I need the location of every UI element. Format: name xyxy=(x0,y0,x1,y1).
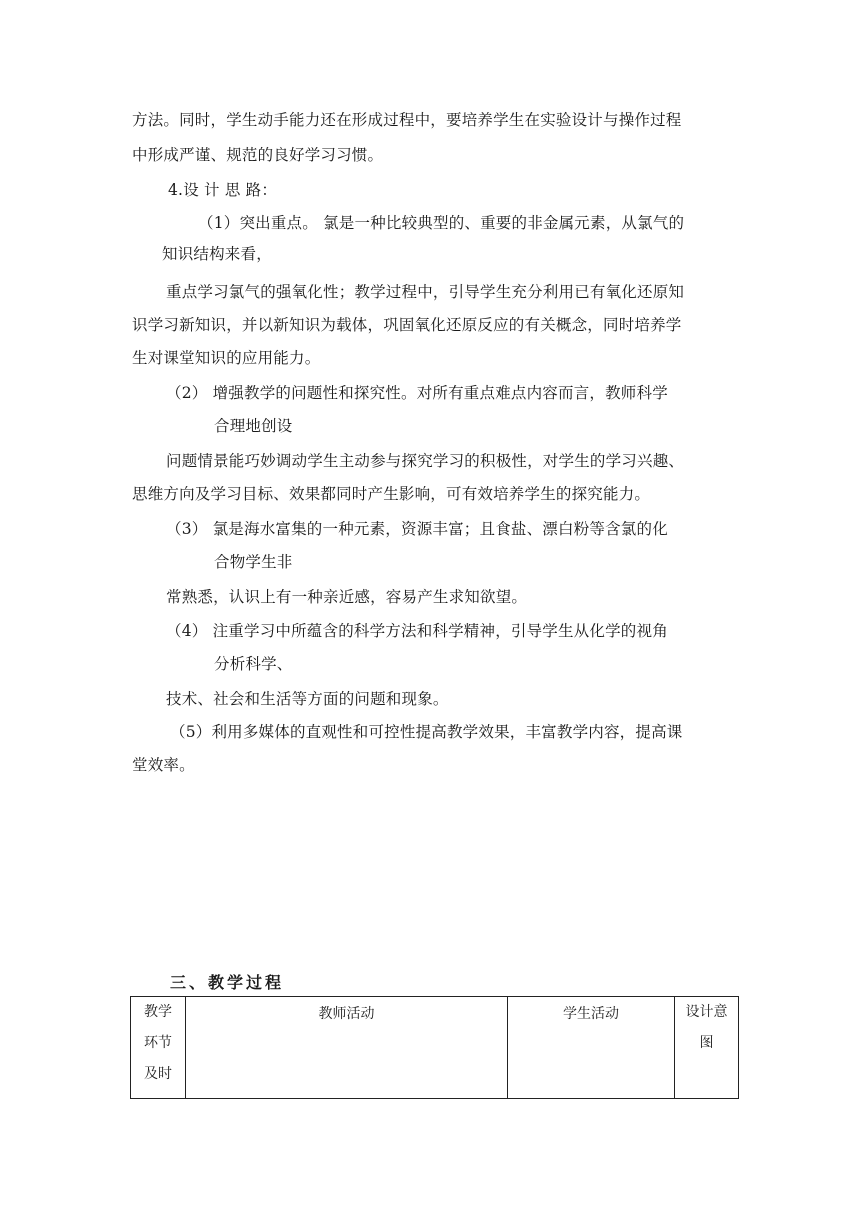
table-cell-text: 教学 xyxy=(144,1004,172,1020)
paragraph-line: （1）突出重点。 氯是一种比较典型的、重要的非金属元素，从氯气的 xyxy=(198,214,685,232)
table-cell-text: 环节 xyxy=(144,1035,172,1051)
table-cell-text: 及时 xyxy=(144,1066,172,1082)
table-cell-stage xyxy=(131,997,186,1099)
paragraph-line: 思维方向及学习目标、效果都同时产生影响，可有效培养学生的探究能力。 xyxy=(132,485,651,503)
paragraph-line: 识学习新知识，并以新知识为载体，巩固氧化还原反应的有关概念，同时培养学 xyxy=(132,316,682,334)
table-header-student-activity: 学生活动 xyxy=(508,997,675,1099)
paragraph-line: 堂效率。 xyxy=(132,756,195,774)
paragraph-line: （3） 氯是海水富集的一种元素，资源丰富；且食盐、漂白粉等含氯的化 xyxy=(166,520,668,538)
paragraph-line: 技术、社会和生活等方面的问题和现象。 xyxy=(166,690,449,708)
table-cell-text: 设计意 xyxy=(685,1004,728,1020)
paragraph-line: （2） 增强教学的问题性和探究性。对所有重点难点内容而言，教师科学 xyxy=(166,384,668,402)
paragraph-line: 方法。同时，学生动手能力还在形成过程中，要培养学生在实验设计与操作过程 xyxy=(132,111,682,129)
paragraph-line: （5）利用多媒体的直观性和可控性提高教学效果，丰富教学内容，提高课 xyxy=(170,723,683,741)
section-heading-design-approach: 4.设 计 思 路： xyxy=(168,181,278,199)
paragraph-line: 分析科学、 xyxy=(214,655,293,673)
paragraph-line: 常熟悉，认识上有一种亲近感，容易产生求知欲望。 xyxy=(166,588,528,606)
paragraph-line: 合理地创设 xyxy=(214,417,293,435)
paragraph-line: （4） 注重学习中所蕴含的科学方法和科学精神，引导学生从化学的视角 xyxy=(166,622,668,640)
paragraph-line: 中形成严谨、规范的良好学习习惯。 xyxy=(132,146,384,164)
paragraph-line: 生对课堂知识的应用能力。 xyxy=(132,349,321,367)
table-row xyxy=(131,997,739,1099)
paragraph-line: 问题情景能巧妙调动学生主动参与探究学习的积极性，对学生的学习兴趣、 xyxy=(166,452,685,470)
paragraph-line: 合物学生非 xyxy=(214,553,293,571)
section-title-teaching-process: 三、教学过程 xyxy=(170,973,285,992)
teaching-process-table xyxy=(130,996,739,1099)
paragraph-line: 重点学习氯气的强氧化性；教学过程中，引导学生充分利用已有氧化还原知 xyxy=(166,283,685,301)
table-header-design-intent xyxy=(675,997,739,1099)
table-header-teacher-activity: 教师活动 xyxy=(186,997,508,1099)
table-cell-text: 图 xyxy=(699,1035,714,1051)
paragraph-line: 知识结构来看， xyxy=(162,245,272,263)
